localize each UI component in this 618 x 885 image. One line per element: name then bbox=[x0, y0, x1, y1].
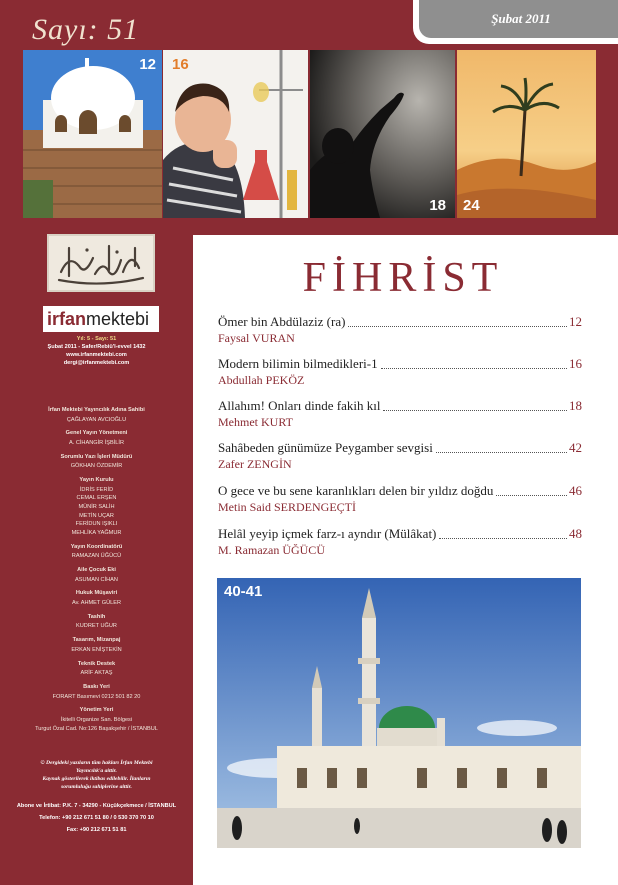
photo-boy-science[interactable] bbox=[163, 50, 308, 218]
masthead-role: Yayın Koordinatörü bbox=[70, 543, 123, 550]
email-link[interactable]: dergi@irfanmektebi.com bbox=[63, 360, 130, 366]
masthead-name: CEMAL ERŞEN bbox=[76, 495, 117, 502]
photo-prayer-silhouette[interactable] bbox=[310, 50, 455, 218]
date-line: Şubat 2011 - Safer/Rebiü'l-evvel 1432 bbox=[47, 344, 146, 350]
toc-entry[interactable] bbox=[218, 314, 582, 346]
masthead-name: ARİF AKTAŞ bbox=[80, 670, 113, 677]
masthead-name: FERİDUN IŞIKLI bbox=[75, 521, 118, 528]
masthead-name: Av. AHMET GÜLER bbox=[71, 600, 122, 606]
toc-heading: FİHRİST bbox=[302, 255, 504, 301]
masthead-role: Baskı Yeri bbox=[83, 684, 110, 690]
masthead-role: Tashih bbox=[87, 613, 106, 620]
toc-entry-page: 18 bbox=[569, 398, 582, 413]
photo-page-number: 12 bbox=[139, 56, 156, 73]
masthead-role: Teknik Destek bbox=[77, 660, 116, 667]
toc-entry[interactable] bbox=[218, 356, 582, 388]
masthead-role: Genel Yayın Yönetmeni bbox=[65, 430, 128, 437]
toc-entry-author: Mehmet KURT bbox=[218, 415, 293, 429]
photo-page-number: 24 bbox=[463, 197, 480, 214]
calligraphy-logo bbox=[47, 234, 155, 292]
photo-page-number: 16 bbox=[172, 56, 189, 73]
issue-number: Sayı: 51 bbox=[32, 13, 140, 46]
contact-fax: Fax: +90 212 671 51 81 bbox=[66, 827, 127, 833]
toc-entry[interactable] bbox=[218, 483, 582, 515]
date-tab bbox=[413, 0, 618, 44]
photo-mosque[interactable] bbox=[217, 578, 581, 848]
masthead-name: ERKAN ENİŞTEKİN bbox=[71, 646, 122, 653]
toc-entry-page: 46 bbox=[569, 483, 582, 498]
masthead-role: Sorumlu Yazı İşleri Müdürü bbox=[60, 453, 133, 460]
masthead-role: İrfan Mektebi Yayıncılık Adına Sahibi bbox=[48, 407, 145, 413]
toc-entry-title: Ömer bin Abdülaziz (ra) bbox=[218, 314, 346, 329]
toc-entry-author: Metin Said SERDENGEÇTİ bbox=[218, 500, 356, 514]
toc-entry-title: Modern bilimin bilmedikleri-1 bbox=[218, 356, 378, 371]
toc-entry-author: Zafer ZENGİN bbox=[218, 457, 292, 471]
masthead-name: İDRİS FERİD bbox=[79, 486, 114, 493]
photo-page-number: 40-41 bbox=[224, 583, 263, 600]
copyright-notice: © Dergideki yazıların tüm hakları İrfan Mektebi bbox=[40, 760, 153, 766]
masthead-name: Turgut Özal Cad. No:126 Başakşehir / İSTANBUL bbox=[35, 725, 158, 732]
toc-entry[interactable] bbox=[218, 526, 582, 558]
masthead-role: Hukuk Müşaviri bbox=[75, 590, 118, 597]
toc-entry-author: Faysal VURAN bbox=[218, 331, 295, 345]
masthead-name: METİN UÇAR bbox=[79, 512, 114, 519]
copyright-notice: Yayıncılık'a aittir. bbox=[76, 768, 117, 774]
masthead-name: İkitelli Organize San. Bölgesi bbox=[60, 717, 133, 723]
toc-entry-author: Abdullah PEKÖZ bbox=[218, 373, 305, 387]
toc-entry[interactable] bbox=[218, 398, 582, 430]
toc-entry-page: 42 bbox=[569, 440, 582, 455]
toc-entry-page: 16 bbox=[569, 356, 582, 371]
masthead-role: Yönetim Yeri bbox=[79, 707, 114, 714]
masthead-name: A. CİHANGİR İŞBİLİR bbox=[68, 440, 125, 446]
copyright-notice: Kaynak gösterilerek iktibas edilebilir. İlanların bbox=[42, 776, 151, 782]
masthead-role: Aile Çocuk Eki bbox=[77, 567, 116, 573]
masthead-name: GÖKHAN ÖZDEMİR bbox=[70, 463, 123, 470]
masthead-name: ÇAĞLAYAN AVCIOĞLU bbox=[66, 416, 127, 423]
toc-entry-page: 12 bbox=[569, 314, 582, 329]
photo-tomb[interactable] bbox=[23, 50, 162, 218]
toc-entry[interactable] bbox=[218, 440, 582, 472]
masthead-name: MÜNİR SALİH bbox=[78, 504, 115, 510]
website-link[interactable]: www.irfanmektebi.com bbox=[66, 352, 127, 358]
masthead-role: Yayın Kurulu bbox=[79, 477, 114, 484]
masthead-name: KUDRET UĞUR bbox=[76, 623, 117, 630]
masthead-name: ASUMAN CİHAN bbox=[75, 576, 118, 583]
masthead-name: FORART Basımevi 0212 501 82 20 bbox=[52, 693, 141, 700]
toc-entry-title: Helâl yeyip içmek farz-ı ayndır (Mülâkat) bbox=[218, 526, 437, 541]
photo-desert-palm[interactable] bbox=[457, 50, 596, 218]
masthead-name: MEHLİKA YAĞMUR bbox=[71, 529, 122, 536]
toc-entry-author: M. Ramazan ÜĞÜCÜ bbox=[218, 543, 325, 557]
issue-line: Yıl: 5 - Sayı: 51 bbox=[76, 336, 117, 342]
copyright-notice: sorumluluğu sahiplerine aittir. bbox=[61, 784, 132, 790]
toc-entry-title: O gece ve bu sene karanlıkları delen bir yıldız doğdu bbox=[218, 483, 494, 498]
toc-entry-page: 48 bbox=[569, 526, 582, 541]
masthead-role: Tasarım, Mizanpaj bbox=[72, 637, 121, 644]
contact-address: Abone ve İrtibat: P.K. 7 - 34290 - Küçükçekmece / İSTANBUL bbox=[16, 803, 177, 809]
toc-entry-title: Allahım! Onları dinde fakih kıl bbox=[218, 398, 381, 413]
masthead-name: RAMAZAN ÜĞÜCÜ bbox=[71, 553, 122, 560]
issue-date: Şubat 2011 bbox=[491, 11, 551, 26]
toc-entry-title: Sahâbeden günümüze Peygamber sevgisi bbox=[218, 440, 433, 455]
photo-page-number: 18 bbox=[429, 197, 446, 214]
brand-wordmark: irfanmektebi bbox=[43, 306, 159, 332]
contact-phone: Telefon: +90 212 671 51 80 / 0 530 370 70 10 bbox=[39, 815, 154, 821]
